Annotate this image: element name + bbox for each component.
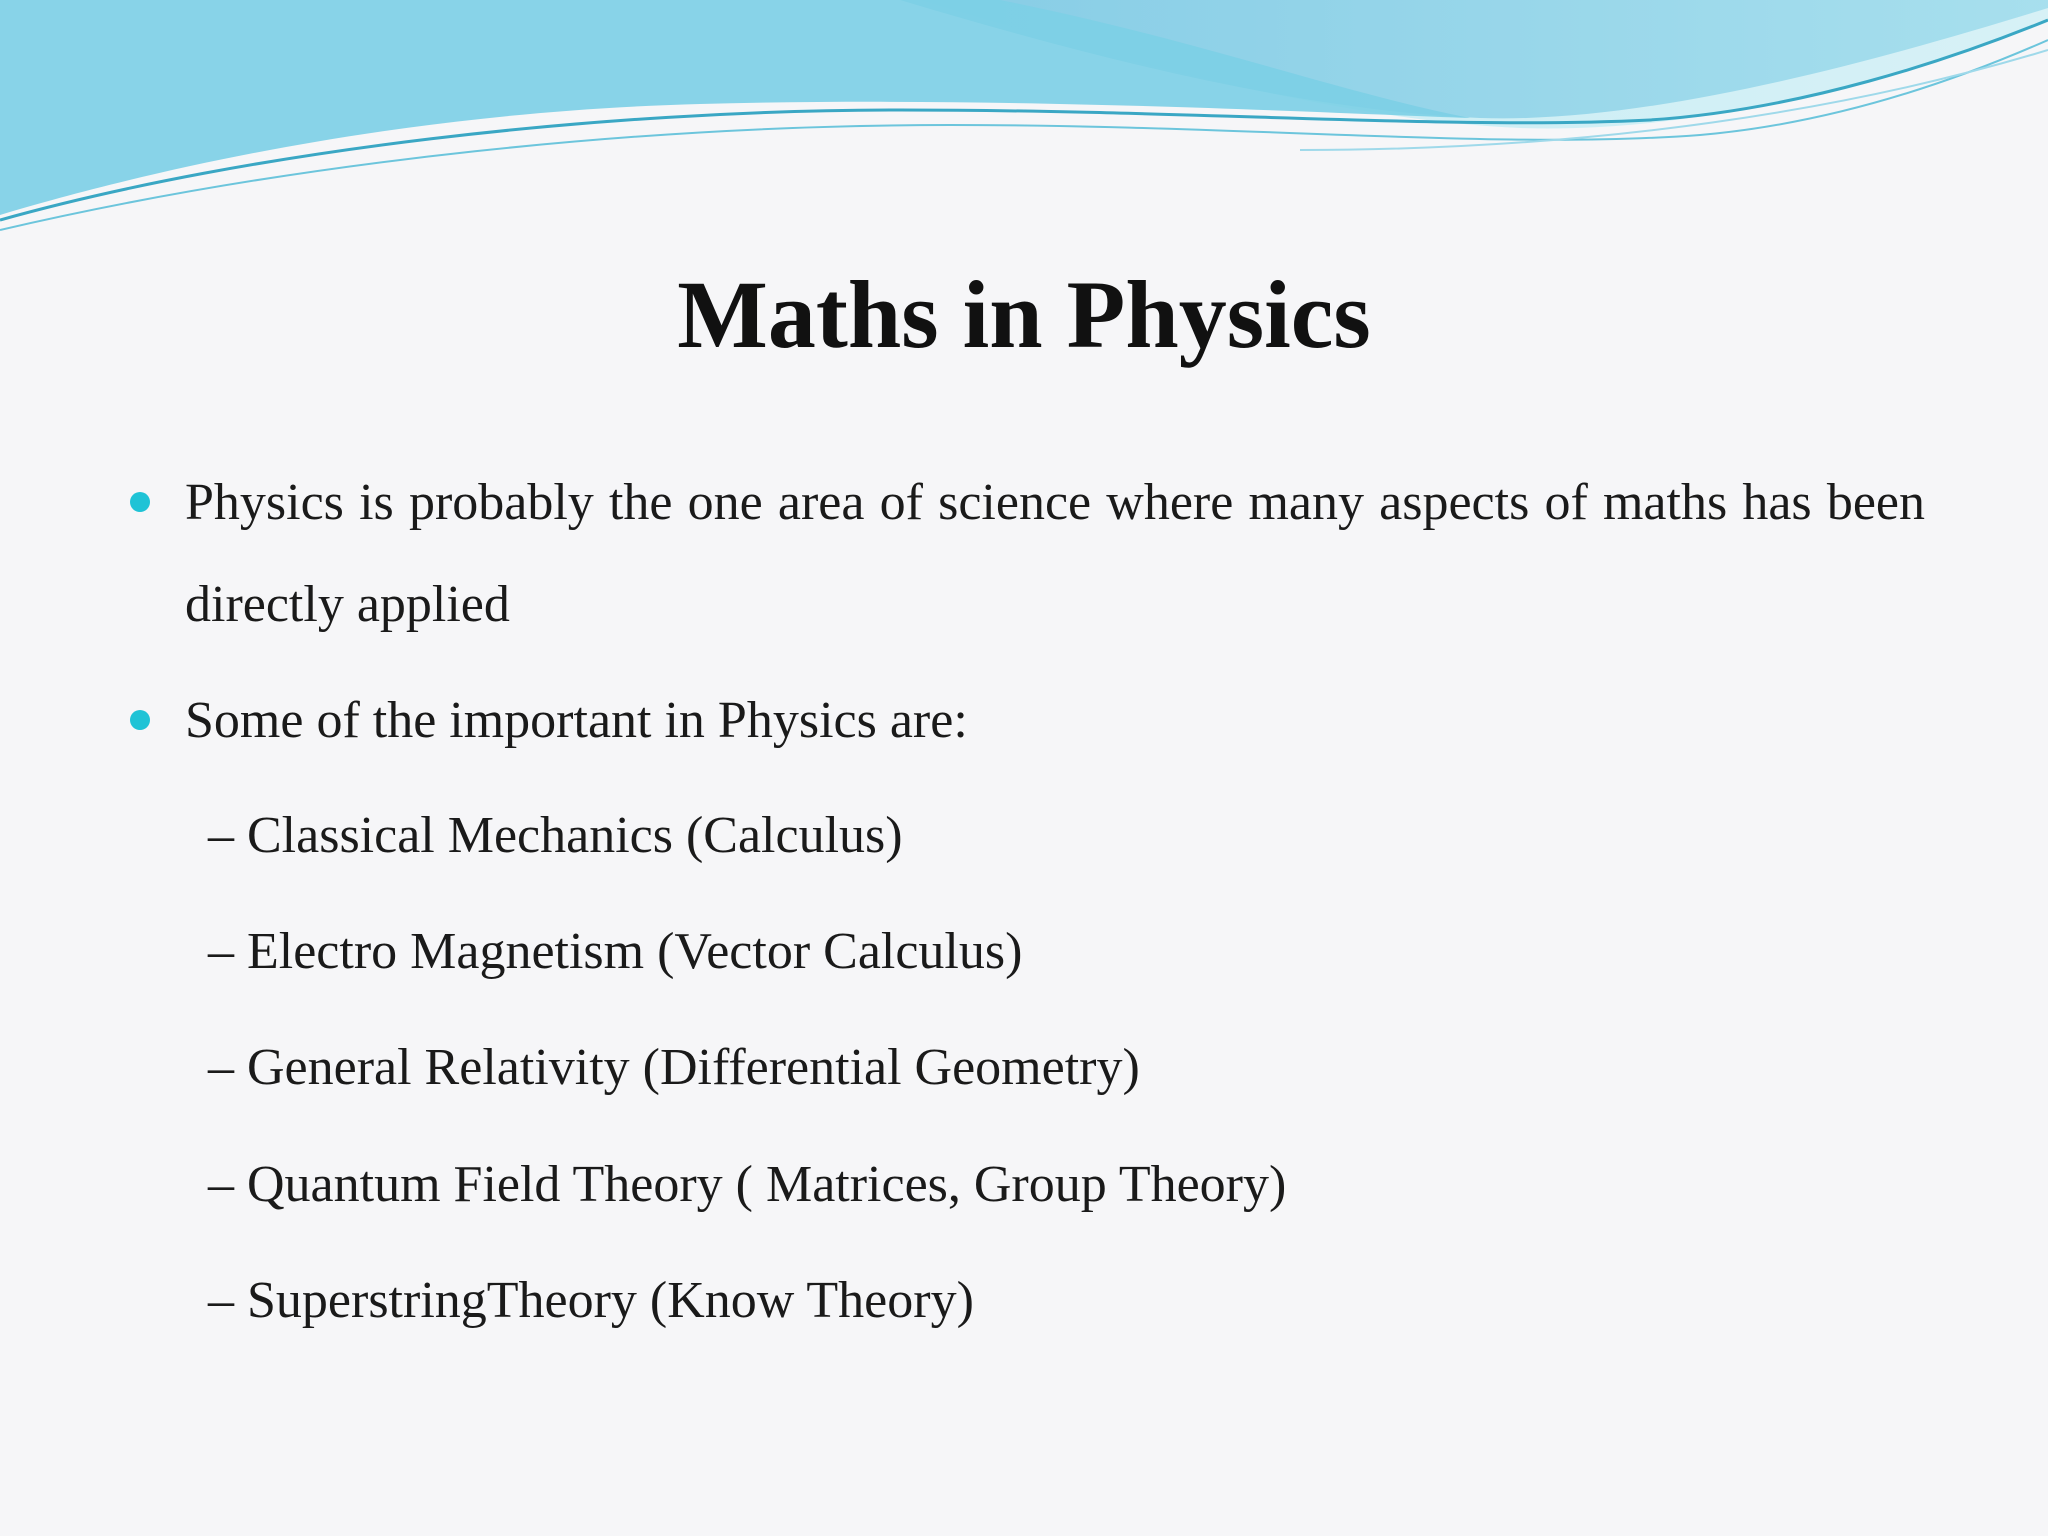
sub-item: – Electro Magnetism (Vector Calculus) (208, 923, 1023, 980)
bullet-text: Some of the important in Physics are: (185, 692, 968, 749)
sub-item: – Quantum Field Theory ( Matrices, Group Theory) (208, 1156, 1287, 1213)
bullet-icon (130, 710, 150, 730)
bullet-text: Physics is probably the one area of science where many aspects of maths has been directly applied (185, 474, 1925, 633)
sub-item: – Classical Mechanics (Calculus) (208, 807, 903, 864)
slide-title: Maths in Physics (677, 261, 1371, 368)
bullet-icon (130, 492, 150, 512)
bullet-item (130, 670, 1925, 772)
sub-item: – General Relativity (Differential Geometry) (208, 1039, 1140, 1096)
sub-item: – SuperstringTheory (Know Theory) (208, 1272, 974, 1329)
header-wave-decoration (0, 0, 2048, 240)
bullet-item (130, 452, 1925, 656)
